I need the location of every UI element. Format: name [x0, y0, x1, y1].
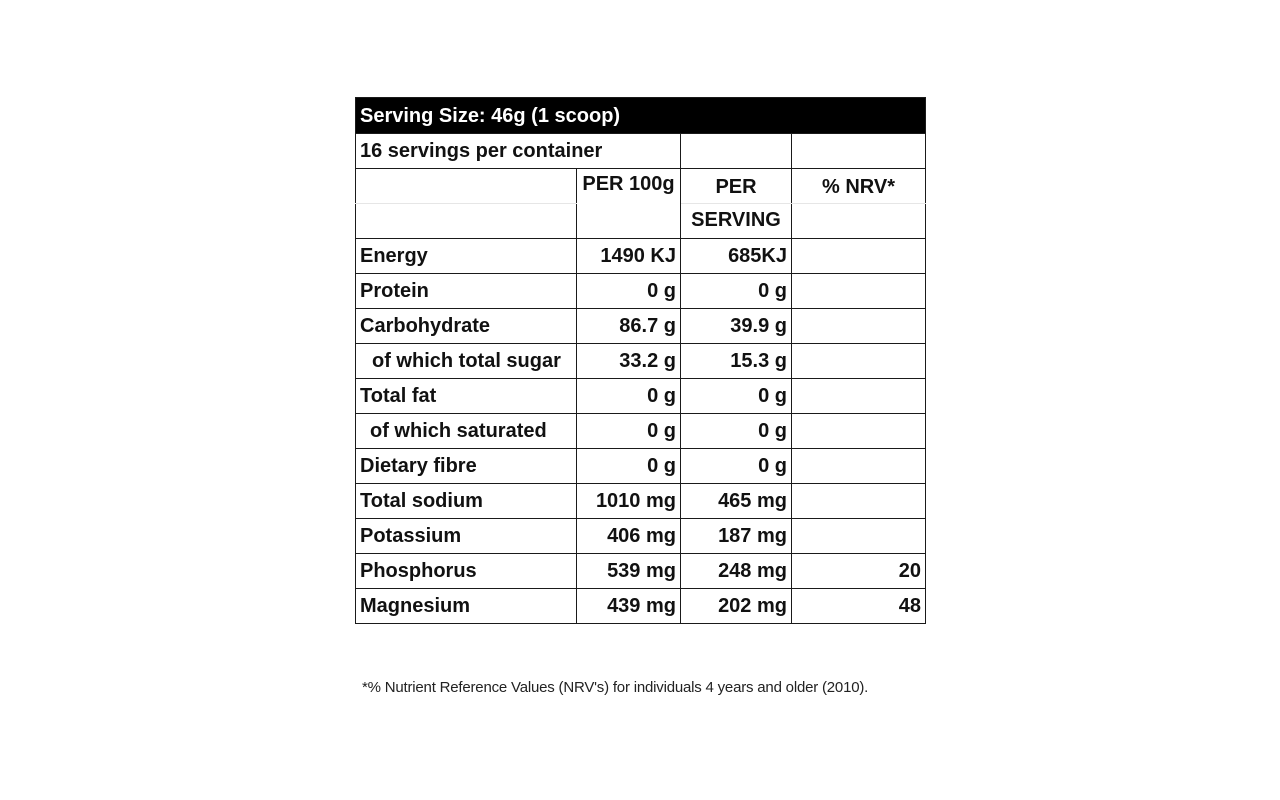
value-per-100g: 0 g: [577, 449, 681, 484]
column-header-per-100g: PER 100g: [577, 169, 681, 239]
nutrition-panel: [355, 97, 925, 624]
value-nrv: [792, 379, 926, 414]
value-nrv: 48: [792, 589, 926, 624]
servings-per-container: 16 servings per container: [356, 134, 681, 169]
table-row: [356, 554, 926, 589]
nutrient-name: Potassium: [356, 519, 577, 554]
column-header-nrv: % NRV*: [792, 169, 926, 204]
value-per-100g: 86.7 g: [577, 309, 681, 344]
table-row: [356, 519, 926, 554]
servings-row: [356, 134, 926, 169]
empty-cell: [681, 134, 792, 169]
nutrient-name: Energy: [356, 239, 577, 274]
serving-size-title: Serving Size: 46g (1 scoop): [356, 98, 926, 134]
value-nrv: [792, 309, 926, 344]
table-row: [356, 239, 926, 274]
value-nrv: [792, 484, 926, 519]
empty-cell: [356, 204, 577, 239]
value-per-100g: 0 g: [577, 414, 681, 449]
nrv-footnote: *% Nutrient Reference Values (NRV's) for individuals 4 years and older (2010).: [362, 679, 869, 696]
value-per-100g: 406 mg: [577, 519, 681, 554]
column-header-per-serving-line2: SERVING: [681, 204, 792, 239]
nutrient-name: Carbohydrate: [356, 309, 577, 344]
table-row: [356, 484, 926, 519]
nutrition-table: [355, 97, 926, 624]
table-row: [356, 414, 926, 449]
value-per-serving: 15.3 g: [681, 344, 792, 379]
value-per-serving: 187 mg: [681, 519, 792, 554]
nutrient-name: Protein: [356, 274, 577, 309]
table-row: [356, 449, 926, 484]
value-per-100g: 1010 mg: [577, 484, 681, 519]
nutrient-name: Phosphorus: [356, 554, 577, 589]
value-per-serving: 0 g: [681, 379, 792, 414]
value-nrv: [792, 519, 926, 554]
empty-cell: [792, 134, 926, 169]
empty-cell: [356, 169, 577, 204]
table-row: [356, 589, 926, 624]
table-row: [356, 309, 926, 344]
value-nrv: [792, 449, 926, 484]
nutrient-name: Magnesium: [356, 589, 577, 624]
value-nrv: [792, 344, 926, 379]
empty-cell: [792, 204, 926, 239]
value-per-100g: 539 mg: [577, 554, 681, 589]
value-per-serving: 202 mg: [681, 589, 792, 624]
value-nrv: [792, 239, 926, 274]
value-per-serving: 0 g: [681, 449, 792, 484]
value-per-100g: 0 g: [577, 379, 681, 414]
value-per-serving: 465 mg: [681, 484, 792, 519]
nutrient-name: Total sodium: [356, 484, 577, 519]
value-per-serving: 248 mg: [681, 554, 792, 589]
nutrient-name: Dietary fibre: [356, 449, 577, 484]
table-row: [356, 344, 926, 379]
value-per-100g: 439 mg: [577, 589, 681, 624]
nutrient-name: of which saturated: [356, 414, 577, 449]
value-per-serving: 39.9 g: [681, 309, 792, 344]
value-nrv: [792, 274, 926, 309]
table-row: [356, 274, 926, 309]
nutrient-name: of which total sugar: [356, 344, 577, 379]
value-per-serving: 685KJ: [681, 239, 792, 274]
table-row: [356, 379, 926, 414]
value-per-serving: 0 g: [681, 274, 792, 309]
column-header-per-serving-line1: PER: [681, 169, 792, 204]
value-per-100g: 33.2 g: [577, 344, 681, 379]
title-row: [356, 98, 926, 134]
column-header-row: [356, 169, 926, 204]
value-per-100g: 0 g: [577, 274, 681, 309]
value-per-100g: 1490 KJ: [577, 239, 681, 274]
value-nrv: [792, 414, 926, 449]
value-per-serving: 0 g: [681, 414, 792, 449]
value-nrv: 20: [792, 554, 926, 589]
nutrient-name: Total fat: [356, 379, 577, 414]
